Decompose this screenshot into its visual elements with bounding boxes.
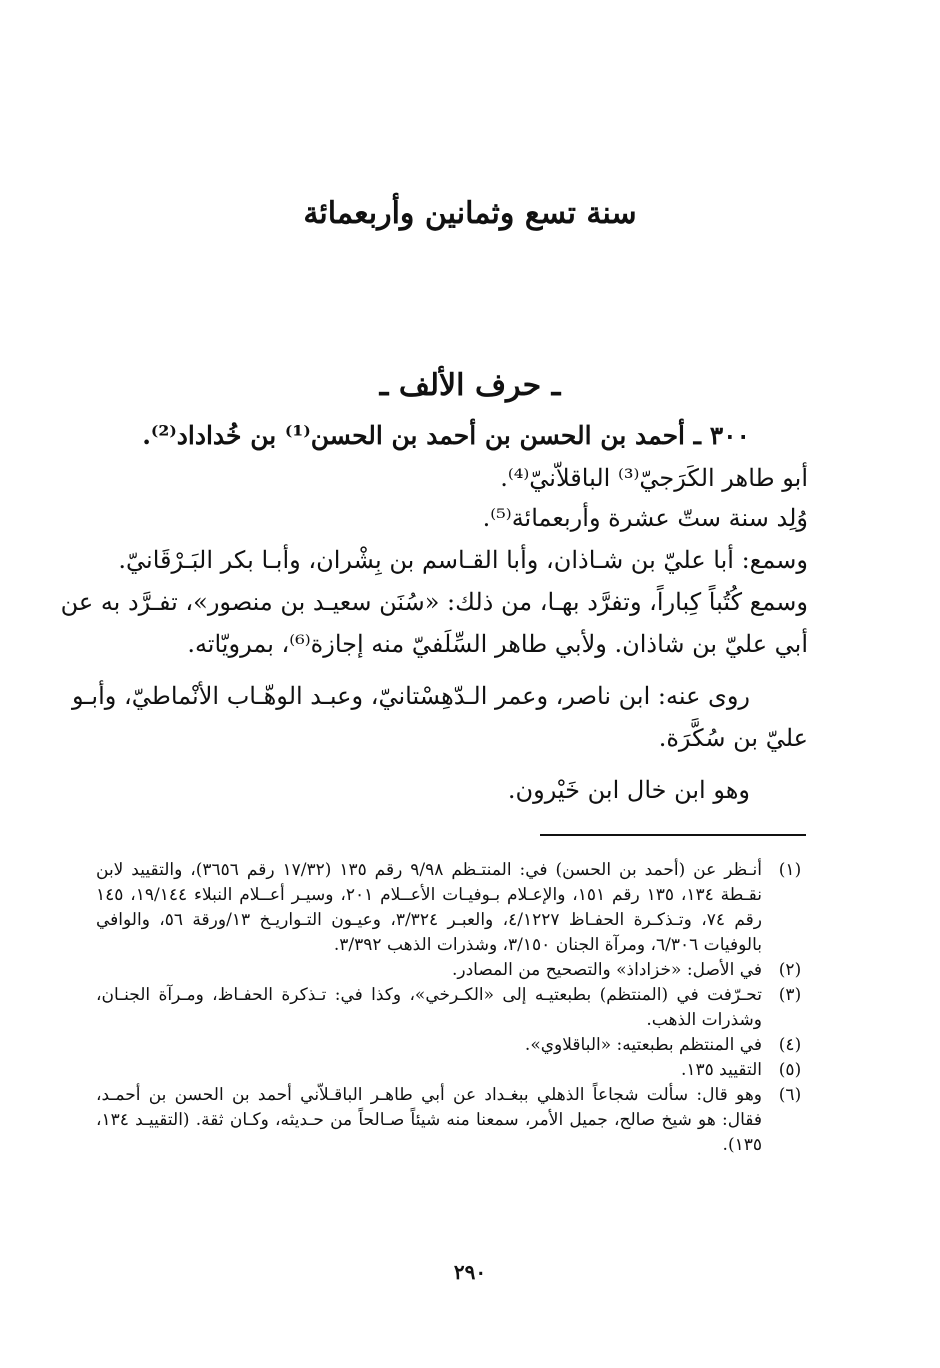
section-heading: ـ حرف الألف ـ <box>379 368 561 403</box>
entry-line-birth: وُلِد سنة ستّ عشرة وأربعمائة⁽⁵⁾. <box>482 504 808 532</box>
footnote-text: في الأصل: «خزاداذ» والتصحيح من المصادر. <box>452 960 762 980</box>
footnote-text: في المنتظم بطبعتيه: «الباقلاوي». <box>524 1035 762 1055</box>
footnote-number: (٦) <box>778 1085 802 1105</box>
footnote-number: (١) <box>778 860 802 880</box>
entry-line-relation: وهو ابن خال ابن خَيْرون. <box>507 776 750 804</box>
entry-line-ijaza: أبي عليّ بن شاذان. ولأبي طاهر السِّلَفيّ منه إجازة⁽⁶⁾، بمرويّاته. <box>187 630 808 658</box>
footnote-text: أنـظر عن (أحمد بن الحسن) في: المنتـظم ٩/٩٨ رقم ١٣٥ (١٧/٣٢ رقم ٣٦٥٦)، والتقييد لابن نقـطة ١٣٤، ١٣٥ رقم ١٥١، والإعـلام بـوفيـات الأعــلام ٢٠١، وسيـر أعــلام النبلاء ١٩/١٤٤، ١٤٥ رقم ٧٤، وتـذكـرة الحفـاظ ٤/١٢٢٧، والعبـر ٣/٣٢٤، وعيـون التـواريـخ ١٣/ورقة ٥٦، والوافي بالوفيات ٦/٣٠٦، ومرآة الجنان ٣/١٥٠، وشذرات الذهب ٣/٣٩٢. <box>96 860 762 955</box>
entry-heading: ٣٠٠ ـ أحمد بن الحسن بن أحمد بن الحسن⁽¹⁾ بن خُداداد⁽²⁾. <box>142 421 750 450</box>
page-number: ٢٩٠ <box>453 1260 487 1284</box>
footnote-1 <box>96 858 808 958</box>
footnotes <box>96 858 808 1158</box>
footnote-number: (٢) <box>778 960 802 980</box>
footnote-text: تحـرّفت في (المنتظم) بطبعتيـه إلى «الكـرخي»، وكذا في: تـذكرة الحفـاظ، ومـرآة الجنـان، وشذرات الذهب. <box>96 985 762 1030</box>
footnote-3 <box>96 983 808 1033</box>
footnote-2 <box>96 958 808 983</box>
entry-line-students: روى عنه: ابن ناصر، وعمر الـدّهِسْتانيّ، وعبـد الوهّـاب الأنْماطيّ، وأبـو <box>72 682 750 710</box>
footnote-text: وهو قال: سألت شجاعاً الذهلي ببغـداد عن أبي طاهـر الباقـلاّني أحمد بن الحسن بن أحمـد، فقال: هو شيخ صالح، جميل الأمر، سمعنا منه شيئاً صـالحاً من حـديثه، وكـان ثقة. (التقييـد ١٣٤، ١٣٥). <box>96 1085 762 1155</box>
footnote-number: (٤) <box>778 1035 802 1055</box>
entry-line-books: وسمع كُتُباً كِباراً، وتفرَّد بهـا، من ذلك: «سُنَن سعيـد بن منصور»، تفـرَّد به عن <box>60 588 808 616</box>
entry-line-kunya: أبو طاهر الكَرَجيّ⁽³⁾ الباقلاّنيّ⁽⁴⁾. <box>500 464 808 492</box>
footnote-6 <box>96 1083 808 1158</box>
footnote-text: التقييد ١٣٥. <box>680 1060 762 1080</box>
entry-line-teachers: وسمع: أبا عليّ بن شـاذان، وأبا القـاسم بن بِشْران، وأبـا بكر البَـرْقَانيّ. <box>118 546 808 574</box>
footnote-4 <box>96 1033 808 1058</box>
footnote-number: (٥) <box>778 1060 802 1080</box>
entry-line-students-cont: عليّ بن سُكَّرَة. <box>658 724 808 752</box>
year-heading: سنة تسع وثمانين وأربعمائة <box>303 196 637 231</box>
footnote-separator <box>540 834 806 836</box>
footnote-number: (٣) <box>778 985 802 1005</box>
footnote-5 <box>96 1058 808 1083</box>
